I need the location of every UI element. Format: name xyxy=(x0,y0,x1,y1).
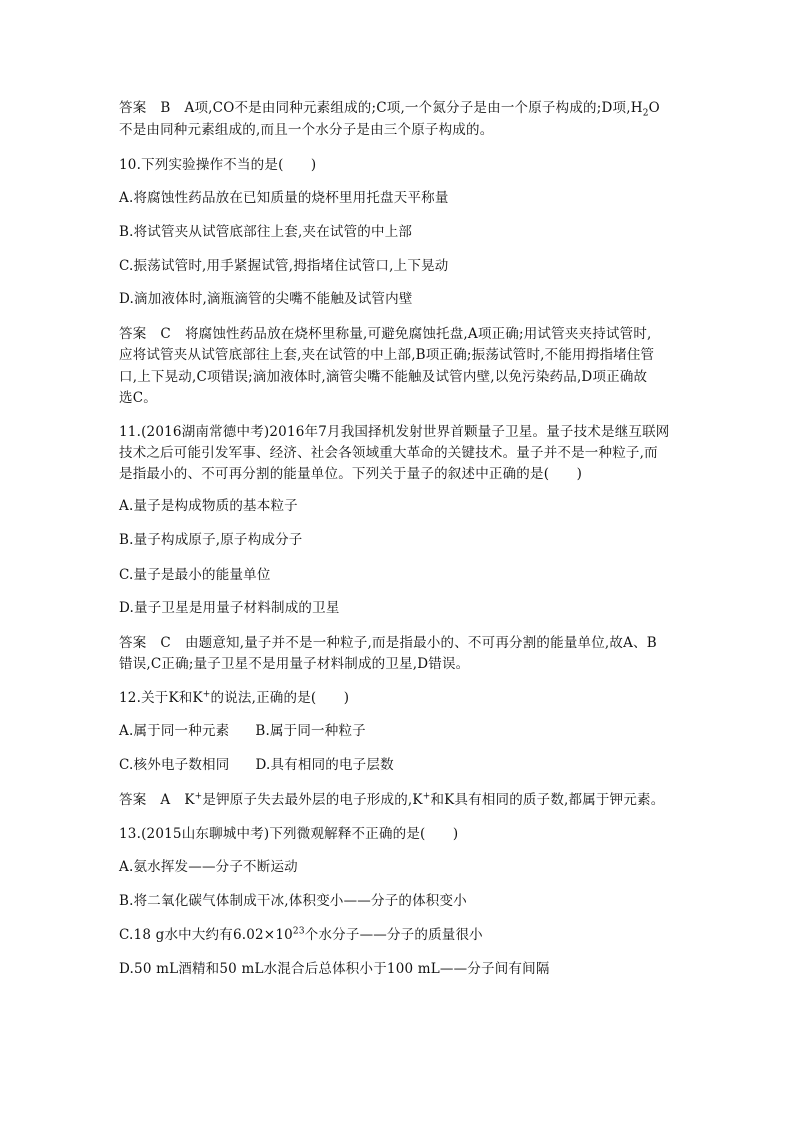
q10-option-c: C.振荡试管时,用手紧握试管,拇指堵住试管口,上下晃动 xyxy=(119,258,449,274)
answer-text: 将腐蚀性药品放在烧杯里称量,可避免腐蚀托盘,A项正确;用试管夹夹持试管时, xyxy=(184,326,652,342)
q9-answer-line-1 xyxy=(119,99,660,117)
q13-stem: 13.(2015山东聊城中考)下列微观解释不正确的是( ) xyxy=(119,826,459,842)
answer-label: 答案 xyxy=(119,326,147,342)
q11-option-d: D.量子卫星是用量子材料制成的卫星 xyxy=(119,600,340,616)
q13-option-d: D.50 mL酒精和50 mL水混合后总体积小于100 mL——分子间有间隔 xyxy=(119,961,550,977)
answer-text-tail: O xyxy=(648,100,660,116)
q11-stem-line-1: 11.(2016湖南常德中考)2016年7月我国择机发射世界首颗量子卫星。量子技术是继互联网 xyxy=(119,424,670,440)
answer-text-mid: 是钾原子失去最外层的电子形成的,K xyxy=(202,792,423,808)
q11-stem-line-2: 技术之后可能引发军事、经济、社会各领域重大革命的关键技术。量子并不是一种粒子,而 xyxy=(119,445,658,461)
q10-stem: 10.下列实验操作不当的是( ) xyxy=(119,157,317,173)
answer-label: 答案 xyxy=(119,100,147,116)
answer-text: A项,CO不是由同种元素组成的;C项,一个氮分子是由一个原子构成的;D项,H xyxy=(184,100,643,116)
answer-key: B xyxy=(160,100,171,116)
q10-option-b: B.将试管夹从试管底部往上套,夹在试管的中上部 xyxy=(119,224,413,240)
option-text-tail: 个水分子——分子的质量很小 xyxy=(304,927,483,943)
q12-option-c: C.核外电子数相同 xyxy=(119,757,230,773)
q12-option-b: B.属于同一种粒子 xyxy=(255,723,366,739)
q10-answer-line-4: 选C。 xyxy=(119,390,157,406)
q12-option-d: D.具有相同的电子层数 xyxy=(255,757,394,773)
q11-answer-line-2: 错误,C正确;量子卫星不是用量子材料制成的卫星,D错误。 xyxy=(119,656,470,672)
superscript: + xyxy=(202,689,211,700)
answer-label: 答案 xyxy=(119,792,147,808)
answer-key: C xyxy=(160,326,171,342)
q9-answer-line-2: 不是由同种元素组成的,而且一个水分子是由三个原子构成的。 xyxy=(119,122,494,138)
answer-label: 答案 xyxy=(119,635,147,651)
q13-option-b: B.将二氧化碳气体制成干冰,体积变小——分子的体积变小 xyxy=(119,893,467,909)
q10-option-d: D.滴加液体时,滴瓶滴管的尖嘴不能触及试管内壁 xyxy=(119,291,413,307)
superscript: + xyxy=(194,791,203,802)
q10-answer-line-1 xyxy=(119,325,652,343)
q10-answer-line-2: 应将试管夹从试管底部往上套,夹在试管的中上部,B项正确;振荡试管时,不能用拇指堵住管 xyxy=(119,347,655,363)
q11-option-c: C.量子是最小的能量单位 xyxy=(119,567,271,583)
answer-text: K xyxy=(184,792,195,808)
stem-text-tail: 的说法,正确的是( ) xyxy=(210,690,350,706)
superscript: + xyxy=(422,791,431,802)
q11-answer-line-1 xyxy=(119,634,657,652)
answer-text-tail: 和K具有相同的质子数,都属于钾元素。 xyxy=(430,792,665,808)
superscript: 23 xyxy=(292,926,305,937)
subscript: 2 xyxy=(642,108,649,119)
q13-option-a: A.氨水挥发——分子不断运动 xyxy=(119,859,298,875)
answer-text: 由题意知,量子并不是一种粒子,而是指最小的、不可再分割的能量单位,故A、B xyxy=(184,635,657,651)
q12-options-row-1 xyxy=(119,722,366,740)
q11-option-b: B.量子构成原子,原子构成分子 xyxy=(119,532,303,548)
q12-options-row-2 xyxy=(119,756,394,774)
q10-option-a: A.将腐蚀性药品放在已知质量的烧杯里用托盘天平称量 xyxy=(119,190,449,206)
q12-answer xyxy=(119,791,664,809)
option-text: C.18 g水中大约有6.02×10 xyxy=(119,927,293,943)
q11-option-a: A.量子是构成物质的基本粒子 xyxy=(119,498,298,514)
stem-text: 12.关于K和K xyxy=(119,690,203,706)
q10-answer-line-3: 口,上下晃动,C项错误;滴加液体时,滴管尖嘴不能触及试管内壁,以免污染药品,D项正确故 xyxy=(119,369,648,385)
q12-stem xyxy=(119,689,349,707)
q13-option-c xyxy=(119,926,483,944)
answer-key: C xyxy=(160,635,171,651)
q11-stem-line-3: 是指最小的、不可再分割的能量单位。下列关于量子的叙述中正确的是( ) xyxy=(119,466,583,482)
answer-key: A xyxy=(160,792,171,808)
q12-option-a: A.属于同一种元素 xyxy=(119,723,230,739)
